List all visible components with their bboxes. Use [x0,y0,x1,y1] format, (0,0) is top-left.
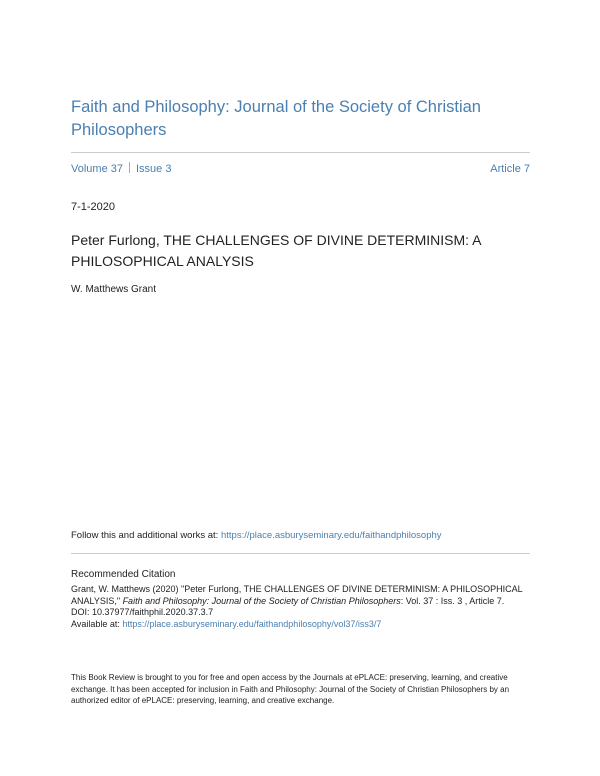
journal-title-link[interactable]: Faith and Philosophy: Journal of the Society of Christian Philosophers [71,98,481,139]
author-name: W. Matthews Grant [71,284,157,295]
open-access-note: This Book Review is brought to you for free and open access by the Journals at ePLACE: preserving, learning, and creative exchange. It has been accepted for inclusion in Faith and Philosophy: Journal of the Society of Christian Philosophers by an authorized editor of ePLACE: preserving, learning, and creative exchange. [71,673,510,705]
follow-line [71,530,530,542]
citation-text: Grant, W. Matthews (2020) "Peter Furlong, THE CHALLENGES OF DIVINE DETERMINISM: A PHILOSOPHICAL ANALYSIS," [71,584,523,606]
issue-link[interactable]: Issue 3 [135,163,172,175]
citation-journal: Faith and Philosophy: Journal of the Society of Christian Philosophers [122,595,401,606]
available-link[interactable]: https://place.asburyseminary.edu/faithandphilosophy/vol37/iss3/7 [122,618,382,629]
issue-row [71,162,530,176]
divider-top [71,152,530,153]
citation-doi: DOI: 10.37977/faithphil.2020.37.3.7 [71,607,214,618]
article-title: Peter Furlong, THE CHALLENGES OF DIVINE DETERMINISM: A PHILOSOPHICAL ANALYSIS [71,232,481,269]
divider-citation [71,553,530,554]
follow-prefix: Follow this and additional works at: [71,530,221,541]
issue-separator [129,162,130,173]
citation-block [71,584,530,630]
available-prefix: Available at: [71,618,123,629]
follow-link[interactable]: https://place.asburyseminary.edu/faithandphilosophy [220,530,442,541]
citation-volume: : Vol. 37 : Iss. 3 , Article 7. [400,595,505,606]
volume-link[interactable]: Volume 37 [71,163,123,175]
citation-heading: Recommended Citation [71,569,176,580]
publication-date: 7-1-2020 [71,201,116,213]
article-link[interactable]: Article 7 [490,163,530,175]
